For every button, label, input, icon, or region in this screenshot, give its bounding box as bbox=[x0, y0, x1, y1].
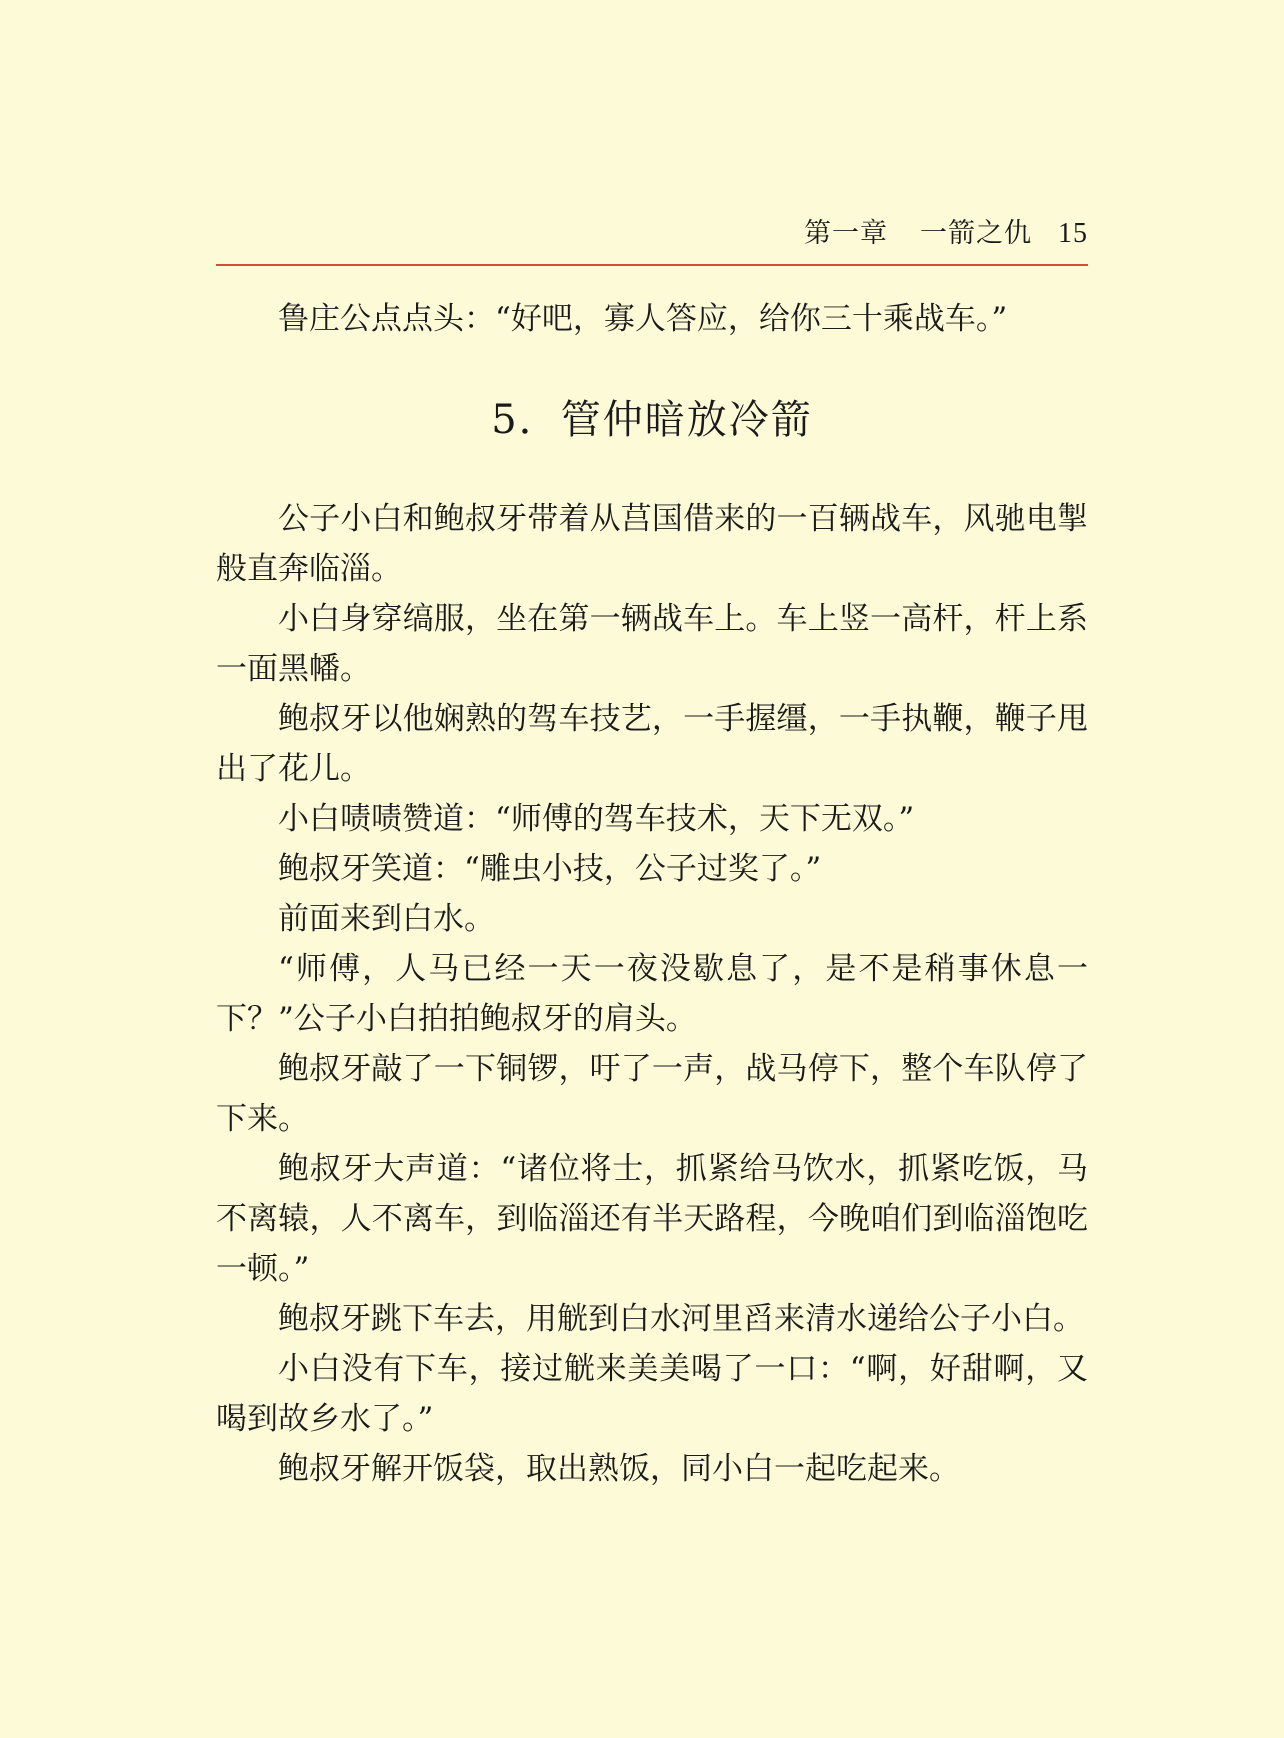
page-number: 15 bbox=[1058, 218, 1088, 249]
chapter-label: 第一章 bbox=[804, 218, 888, 249]
section-title: 5．管仲暗放冷箭 bbox=[491, 397, 813, 443]
paragraph: 鲍叔牙笑道：“雕虫小技，公子过奖了。” bbox=[278, 851, 822, 887]
paragraph: 鲍叔牙跳下车去，用觥到白水河里舀来清水递给公子小白。 bbox=[278, 1301, 1084, 1337]
header-rule bbox=[216, 264, 1088, 266]
paragraph: 鲍叔牙解开饭袋，取出熟饭，同小白一起吃起来。 bbox=[278, 1451, 960, 1487]
paragraph: 小白身穿缟服，坐在第一辆战车上。车上竖一高杆，杆上系一面黑幡。 bbox=[216, 601, 1088, 687]
running-head bbox=[216, 212, 1088, 256]
body-text bbox=[216, 294, 1088, 1494]
paragraph: 小白没有下车，接过觥来美美喝了一口：“啊，好甜啊，又喝到故乡水了。” bbox=[216, 1351, 1088, 1437]
paragraph: 小白啧啧赞道：“师傅的驾车技术，天下无双。” bbox=[278, 801, 915, 837]
chapter-title: 一箭之仇 bbox=[920, 218, 1032, 249]
paragraph-opening: 鲁庄公点点头：“好吧，寡人答应，给你三十乘战车。” bbox=[278, 301, 1008, 337]
paragraph: “师傅，人马已经一天一夜没歇息了，是不是稍事休息一下？”公子小白拍拍鲍叔牙的肩头。 bbox=[216, 951, 1088, 1037]
paragraph: 鲍叔牙敲了一下铜锣，吁了一声，战马停下，整个车队停了下来。 bbox=[216, 1051, 1088, 1137]
paragraph: 鲍叔牙大声道：“诸位将士，抓紧给马饮水，抓紧吃饭，马不离辕，人不离车，到临淄还有半天路程，今晚咱们到临淄饱吃一顿。” bbox=[216, 1151, 1088, 1287]
paragraph: 前面来到白水。 bbox=[278, 901, 495, 937]
paragraph: 鲍叔牙以他娴熟的驾车技艺，一手握缰，一手执鞭，鞭子甩出了花儿。 bbox=[216, 701, 1088, 787]
paragraph: 公子小白和鲍叔牙带着从莒国借来的一百辆战车，风驰电掣般直奔临淄。 bbox=[216, 501, 1088, 587]
